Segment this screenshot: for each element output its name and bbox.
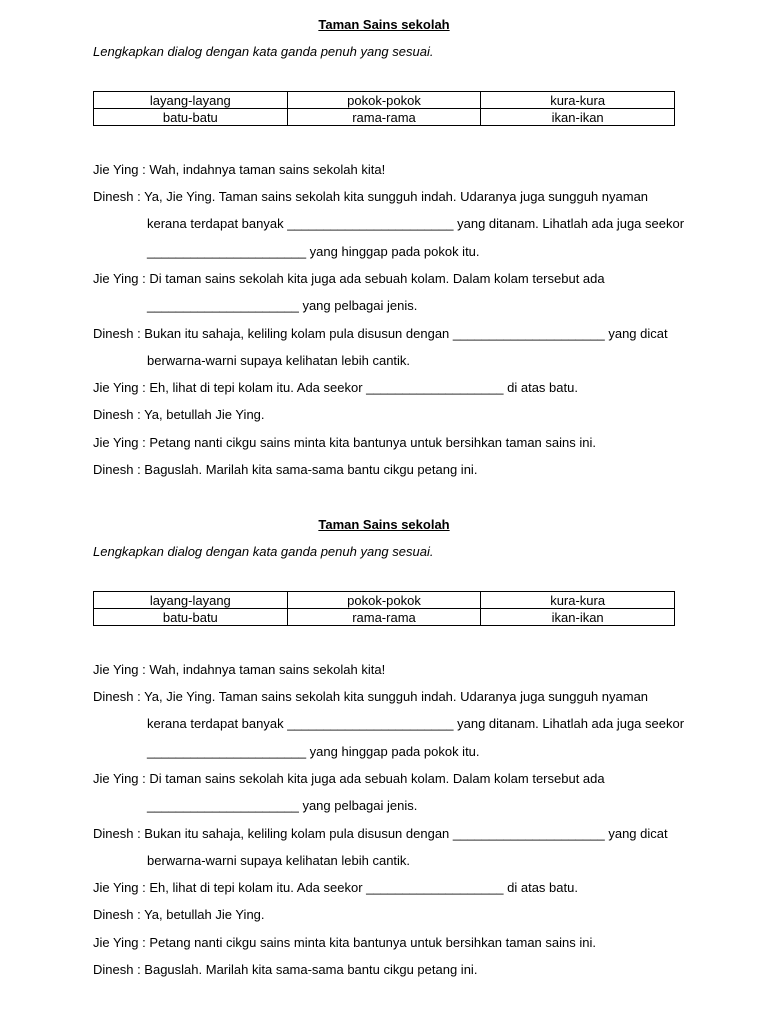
word-cell: kura-kura: [481, 92, 675, 109]
word-cell: rama-rama: [287, 109, 481, 126]
dialog-line: Jie Ying : Eh, lihat di tepi kolam itu. Ada seekor ___________________ di atas batu.: [93, 880, 578, 895]
dialog-line: Dinesh : Baguslah. Marilah kita sama-sama bantu cikgu petang ini.: [93, 462, 478, 477]
dialog-line: Jie Ying : Wah, indahnya taman sains sekolah kita!: [93, 162, 386, 177]
dialog-line: _____________________ yang pelbagai jenis.: [147, 798, 418, 813]
dialog-line: kerana terdapat banyak _______________________ yang ditanam. Lihatlah ada juga seekor: [147, 216, 685, 231]
dialog-line: ______________________ yang hinggap pada pokok itu.: [147, 744, 480, 759]
word-bank-table: [93, 91, 675, 126]
dialog-line: Dinesh : Bukan itu sahaja, keliling kolam pula disusun dengan _____________________ yang dicat: [93, 326, 668, 341]
table-row: [94, 109, 675, 126]
table-row: [94, 92, 675, 109]
word-bank-table: [93, 591, 675, 626]
word-cell: layang-layang: [94, 592, 288, 609]
section-title: Taman Sains sekolah: [318, 17, 450, 32]
dialog-line: berwarna-warni supaya kelihatan lebih cantik.: [147, 353, 411, 368]
dialog-line: Dinesh : Baguslah. Marilah kita sama-sama bantu cikgu petang ini.: [93, 962, 478, 977]
word-cell: pokok-pokok: [287, 592, 481, 609]
instruction-text: Lengkapkan dialog dengan kata ganda penuh yang sesuai.: [93, 44, 434, 59]
dialog-line: _____________________ yang pelbagai jenis.: [147, 298, 418, 313]
table-row: [94, 592, 675, 609]
word-cell: pokok-pokok: [287, 92, 481, 109]
word-cell: layang-layang: [94, 92, 288, 109]
dialog-line: Jie Ying : Wah, indahnya taman sains sekolah kita!: [93, 662, 386, 677]
dialog-line: berwarna-warni supaya kelihatan lebih cantik.: [147, 853, 411, 868]
dialog-line: Dinesh : Ya, betullah Jie Ying.: [93, 907, 265, 922]
word-cell: batu-batu: [94, 609, 288, 626]
dialog-line: Jie Ying : Eh, lihat di tepi kolam itu. Ada seekor ___________________ di atas batu.: [93, 380, 578, 395]
dialog-line: kerana terdapat banyak _______________________ yang ditanam. Lihatlah ada juga seekor: [147, 716, 685, 731]
dialog-line: Dinesh : Ya, Jie Ying. Taman sains sekolah kita sungguh indah. Udaranya juga sungguh nyaman: [93, 189, 649, 204]
word-cell: rama-rama: [287, 609, 481, 626]
dialog-line: Dinesh : Bukan itu sahaja, keliling kolam pula disusun dengan _____________________ yang dicat: [93, 826, 668, 841]
word-cell: batu-batu: [94, 109, 288, 126]
dialog-line: Jie Ying : Petang nanti cikgu sains minta kita bantunya untuk bersihkan taman sains ini.: [93, 935, 596, 950]
dialog-line: ______________________ yang hinggap pada pokok itu.: [147, 244, 480, 259]
word-cell: ikan-ikan: [481, 609, 675, 626]
dialog-line: Dinesh : Ya, betullah Jie Ying.: [93, 407, 265, 422]
dialog-line: Jie Ying : Di taman sains sekolah kita juga ada sebuah kolam. Dalam kolam tersebut ada: [93, 771, 605, 786]
dialog-line: Jie Ying : Petang nanti cikgu sains minta kita bantunya untuk bersihkan taman sains ini.: [93, 435, 596, 450]
dialog-line: Jie Ying : Di taman sains sekolah kita juga ada sebuah kolam. Dalam kolam tersebut ada: [93, 271, 605, 286]
table-row: [94, 609, 675, 626]
instruction-text: Lengkapkan dialog dengan kata ganda penuh yang sesuai.: [93, 544, 434, 559]
word-cell: ikan-ikan: [481, 109, 675, 126]
word-cell: kura-kura: [481, 592, 675, 609]
section-title: Taman Sains sekolah: [318, 517, 450, 532]
dialog-line: Dinesh : Ya, Jie Ying. Taman sains sekolah kita sungguh indah. Udaranya juga sungguh nyaman: [93, 689, 649, 704]
